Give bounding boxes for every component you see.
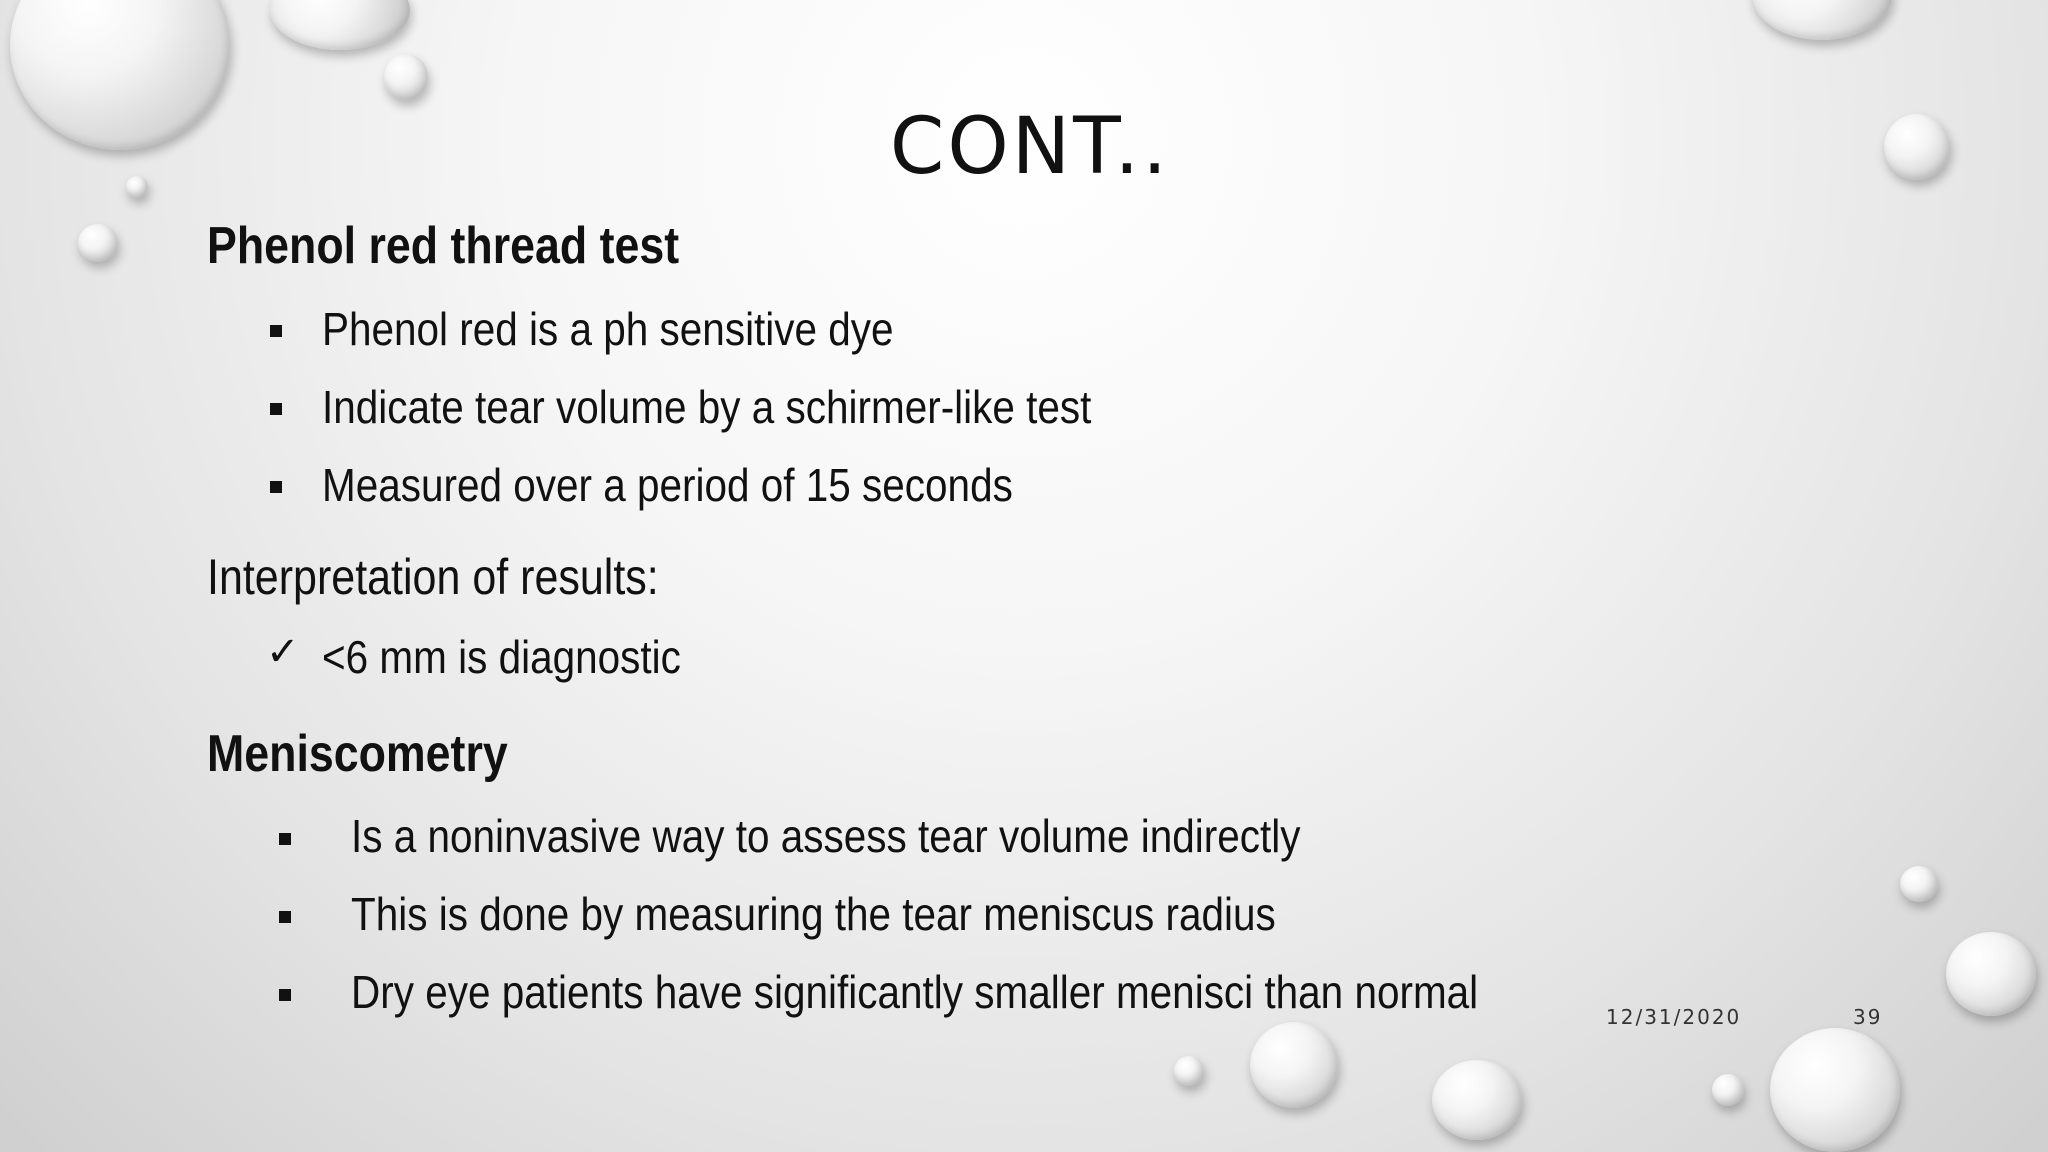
bullet-item: Indicate tear volume by a schirmer-like test xyxy=(322,381,1092,433)
bullet-marker xyxy=(270,481,282,493)
water-drop-decoration xyxy=(384,54,428,100)
checklist-item: <6 mm is diagnostic xyxy=(322,631,681,683)
bullet-marker xyxy=(270,403,282,415)
water-drop-decoration xyxy=(1900,866,1938,902)
water-drop-decoration xyxy=(270,0,410,50)
bullet-marker xyxy=(279,911,291,923)
water-drop-decoration xyxy=(1250,1022,1338,1108)
bullet-item: Is a noninvasive way to assess tear volume indirectly xyxy=(351,810,1301,862)
bullet-marker xyxy=(279,833,291,845)
bullet-item: Dry eye patients have significantly smaller menisci than normal xyxy=(351,966,1479,1018)
water-drop-decoration xyxy=(1884,114,1950,180)
bullet-marker xyxy=(279,989,291,1001)
interpretation-label: Interpretation of results: xyxy=(207,549,659,605)
slide-number: 39 xyxy=(1853,1005,1883,1029)
section-heading-meniscometry: Meniscometry xyxy=(207,725,508,783)
water-drop-decoration xyxy=(10,0,230,150)
water-drop-decoration xyxy=(1946,932,2036,1016)
water-drop-decoration xyxy=(1770,1028,1900,1152)
water-drop-decoration xyxy=(126,176,148,198)
checkmark-icon: ✓ xyxy=(266,629,300,675)
bullet-marker xyxy=(270,325,282,337)
water-drop-decoration xyxy=(1432,1060,1522,1140)
water-drop-decoration xyxy=(1752,0,1892,40)
bullet-item: Measured over a period of 15 seconds xyxy=(322,459,1013,511)
slide-title: CONT.. xyxy=(889,102,1171,192)
water-drop-decoration xyxy=(1712,1074,1744,1106)
slide-date: 12/31/2020 xyxy=(1606,1005,1742,1029)
section-heading-phenol-red: Phenol red thread test xyxy=(207,217,680,275)
bullet-item: This is done by measuring the tear meniscus radius xyxy=(351,888,1276,940)
water-drop-decoration xyxy=(78,224,118,262)
bullet-item: Phenol red is a ph sensitive dye xyxy=(322,303,894,355)
water-drop-decoration xyxy=(1174,1056,1204,1086)
